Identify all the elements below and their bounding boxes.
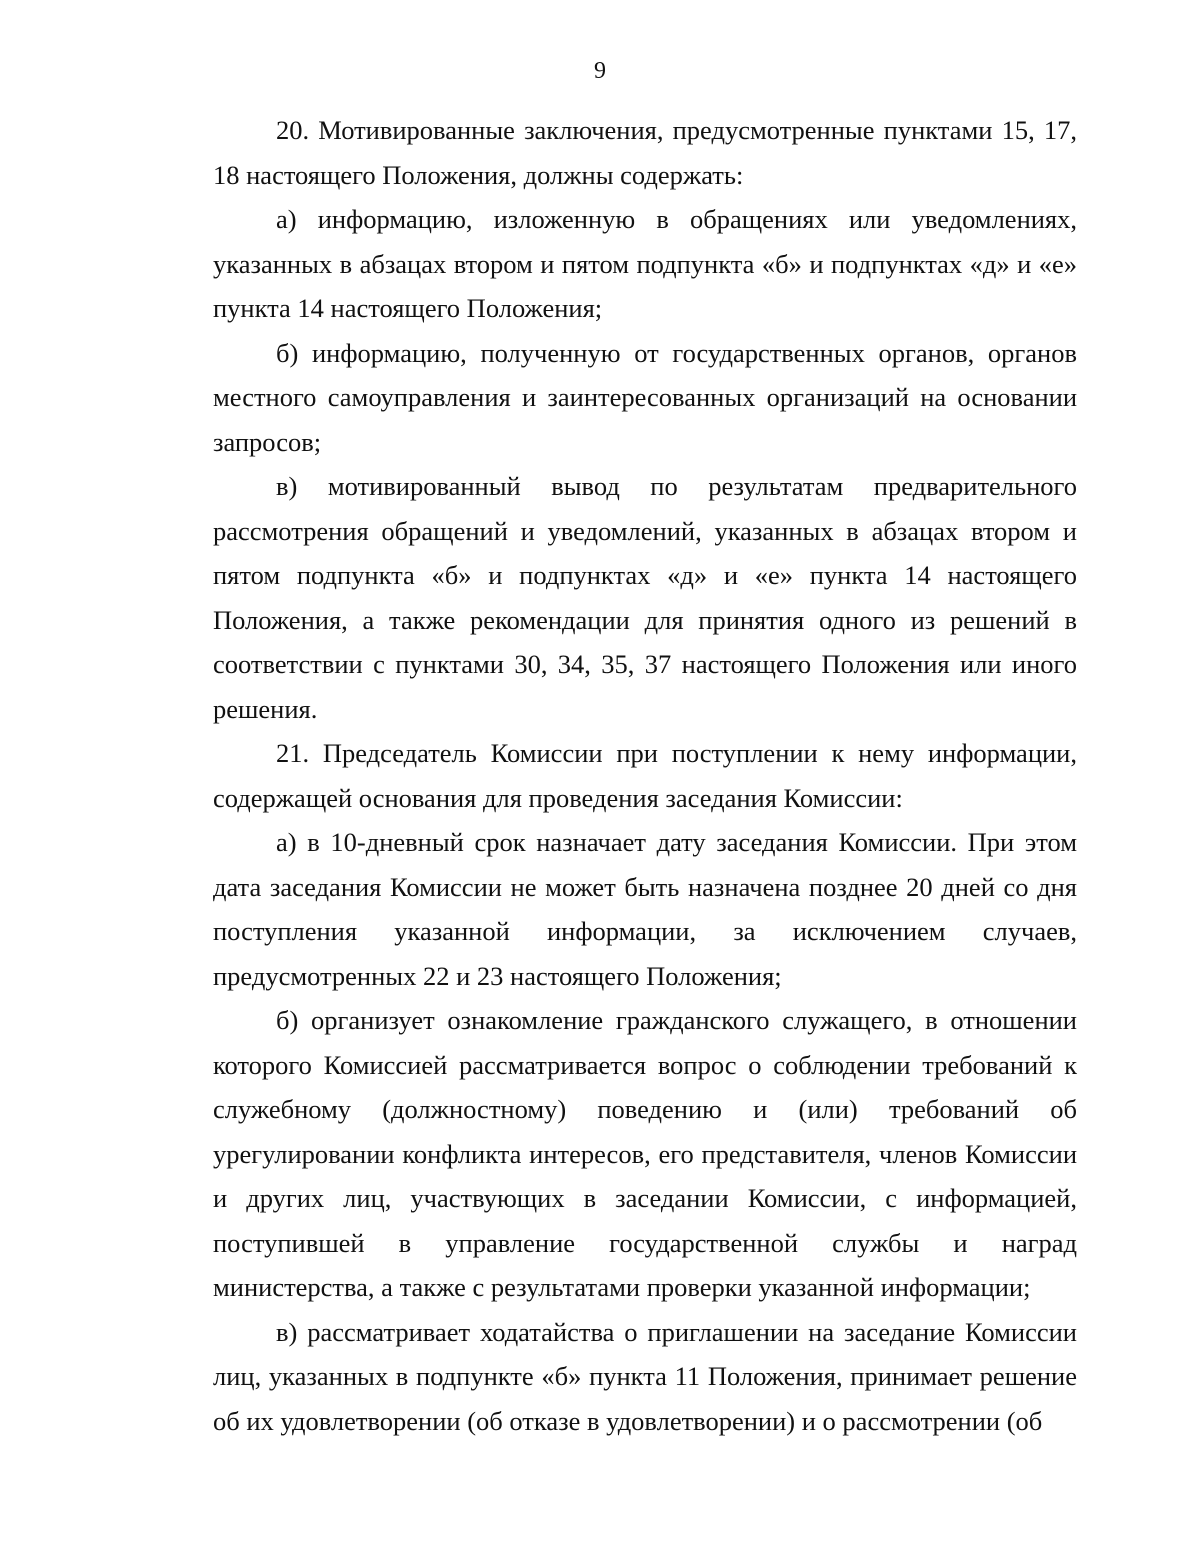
paragraph-20: 20. Мотивированные заключения, предусмотренные пунктами 15, 17, 18 настоящего Положения, должны содержать: (213, 115, 1077, 190)
document-body (213, 108, 1077, 1443)
subparagraph-21a: а) в 10-дневный срок назначает дату заседания Комиссии. При этом дата заседания Комиссии не может быть назначена позднее 20 дней со дня поступления указанной информации, за исключением случаев, предусмотренных 22 и 23 настоящего Положения; (213, 827, 1077, 991)
subparagraph-21b: б) организует ознакомление гражданского служащего, в отношении которого Комиссией рассматривается вопрос о соблюдении требований к служебному (должностному) поведению и (или) требований об урегулировании конфликта интересов, его представителя, членов Комиссии и других лиц, участвующих в заседании Комиссии, с информацией, поступившей в управление государственной службы и наград министерства, а также с результатами проверки указанной информации; (213, 1005, 1077, 1302)
paragraph-21: 21. Председатель Комиссии при поступлении к нему информации, содержащей основания для проведения заседания Комиссии: (213, 738, 1077, 813)
subparagraph-21v: в) рассматривает ходатайства о приглашении на заседание Комиссии лиц, указанных в подпункте «б» пункта 11 Положения, принимает решение об их удовлетворении (об отказе в удовлетворении) и о рассмотрении (об (213, 1316, 1077, 1436)
subparagraph-20b: б) информацию, полученную от государственных органов, органов местного самоуправления и заинтересованных организаций на основании запросов; (213, 337, 1077, 457)
page-number: 9 (594, 58, 606, 84)
subparagraph-20a: а) информацию, изложенную в обращениях или уведомлениях, указанных в абзацах втором и пятом подпункта «б» и подпунктах «д» и «е» пункта 14 настоящего Положения; (213, 204, 1077, 323)
subparagraph-20v: в) мотивированный вывод по результатам предварительного рассмотрения обращений и уведомлений, указанных в абзацах втором и пятом подпункта «б» и подпунктах «д» и «е» пункта 14 настоящего Положения, а также рекомендации для принятия одного из решений в соответствии с пунктами 30, 34, 35, 37 настоящего Положения или иного решения. (213, 471, 1077, 724)
